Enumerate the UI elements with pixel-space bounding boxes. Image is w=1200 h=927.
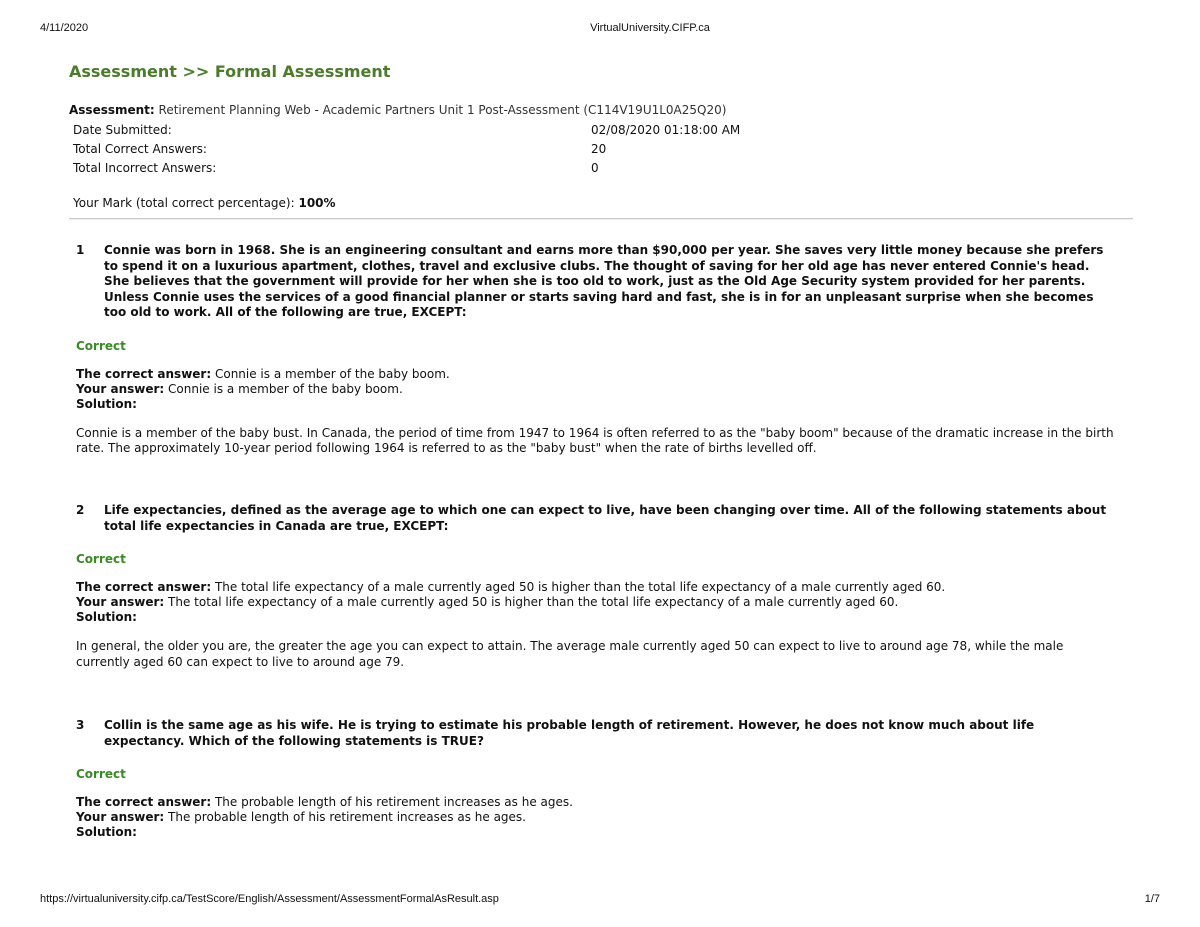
your-answer: The probable length of his retirement increases as he ages.: [168, 810, 526, 824]
question-text: Life expectancies, defined as the average age to which one can expect to live, have been changing over time. All of the following statements about total life expectancies in Canada are true, EXCEPT:: [104, 503, 1107, 533]
divider: [69, 218, 1133, 220]
your-answer-line: [76, 810, 1116, 825]
your-answer-label: Your answer:: [76, 381, 165, 396]
summary-value: 0: [591, 161, 599, 175]
mark-value: 100%: [298, 196, 336, 210]
question-text: Collin is the same age as his wife. He is trying to estimate his probable length of retirement. However, he does not know much about life expectancy. Which of the following statements is TRUE?: [104, 718, 1035, 748]
your-answer-line: [76, 595, 1116, 610]
status-correct: Correct: [76, 338, 126, 353]
your-answer-label: Your answer:: [76, 810, 165, 824]
print-site-title: VirtualUniversity.CIFP.ca: [590, 22, 710, 34]
correct-answer-label: The correct answer:: [76, 795, 212, 809]
solution-label-line: [76, 397, 1116, 412]
summary-label: Date Submitted:: [73, 123, 172, 137]
correct-answer-line: [76, 367, 1116, 382]
summary-row-date: [69, 121, 1133, 140]
assessment-summary: [69, 62, 1133, 220]
assessment-label: Assessment:: [69, 103, 155, 117]
answers-block: [76, 795, 1116, 840]
question-heading: [76, 243, 1116, 321]
summary-value: 02/08/2020 01:18:00 AM: [591, 123, 741, 137]
question-number: 2: [76, 503, 85, 517]
correct-answer-label: The correct answer:: [76, 366, 212, 381]
question-1: [76, 243, 1116, 457]
solution-label: Solution:: [76, 825, 137, 839]
correct-answer-label: The correct answer:: [76, 580, 212, 594]
page-url: https://virtualuniversity.cifp.ca/TestScore/English/Assessment/AssessmentFormalAsResult.asp: [40, 893, 499, 905]
summary-row-correct: [69, 140, 1133, 159]
correct-answer: The total life expectancy of a male currently aged 50 is higher than the total life expectancy of a male currently aged 60.: [214, 580, 946, 594]
your-answer-label: Your answer:: [76, 595, 165, 609]
question-heading: [76, 718, 1116, 749]
assessment-name: Retirement Planning Web - Academic Partners Unit 1 Post-Assessment (C114V19U1L0A25Q20): [158, 103, 727, 117]
status-correct: Correct: [76, 552, 126, 566]
page-number: 1/7: [1144, 893, 1160, 905]
assessment-name-line: [69, 103, 1133, 117]
status-correct: Correct: [76, 767, 126, 781]
summary-label: Total Correct Answers:: [73, 142, 207, 156]
solution-label: Solution:: [76, 396, 137, 411]
mark-line: [69, 196, 1133, 210]
answers-block: [76, 367, 1116, 412]
question-number: 1: [76, 243, 85, 257]
correct-answer: The probable length of his retirement increases as he ages.: [214, 795, 573, 809]
summary-row-incorrect: [69, 159, 1133, 178]
solution-text: In general, the older you are, the greater the age you can expect to attain. The average male currently aged 50 can expect to live to around age 78, while the male currently aged 60 can expect to live to around age 79.: [76, 639, 1064, 669]
your-answer-line: [76, 382, 1116, 397]
print-date: 4/11/2020: [40, 22, 89, 34]
solution-text: Connie is a member of the baby bust. In Canada, the period of time from 1947 to 1964 is often referred to as the "baby boom" because of the dramatic increase in the birth rate. The approximately 10-year period following 1964 is referred to as the "baby bust" when the rate of births levelled off.: [76, 425, 1114, 455]
correct-answer: Connie is a member of the baby boom.: [214, 366, 450, 381]
question-text: Connie was born in 1968. She is an engineering consultant and earns more than $90,000 per year. She saves very little money because she prefers to spend it on a luxurious apartment, clothes, travel and exclusive clubs. The thought of saving for her old age has never entered Connie's head. She believes that the government will provide for her when she is too old to work, just as the Old Age Security system provided for her parents. Unless Connie uses the services of a good financial planner or starts saving hard and fast, she is in for an unpleasant surprise when she becomes too old to work. All of the following are true, EXCEPT:: [104, 243, 1104, 319]
answers-block: [76, 580, 1116, 625]
solution-label-line: [76, 610, 1116, 625]
your-answer: Connie is a member of the baby boom.: [168, 381, 403, 396]
summary-label: Total Incorrect Answers:: [73, 161, 217, 175]
correct-answer-line: [76, 580, 1116, 595]
mark-label: Your Mark (total correct percentage):: [73, 196, 295, 210]
question-heading: [76, 503, 1116, 534]
summary-table: [69, 121, 1133, 178]
solution-label: Solution:: [76, 610, 137, 624]
page-title: Assessment >> Formal Assessment: [69, 62, 391, 81]
question-3: [76, 718, 1116, 840]
question-2: [76, 503, 1116, 670]
solution-label-line: [76, 825, 1116, 840]
summary-value: 20: [591, 142, 607, 156]
question-number: 3: [76, 718, 85, 732]
your-answer: The total life expectancy of a male currently aged 50 is higher than the total life expectancy of a male currently aged 60.: [168, 595, 899, 609]
correct-answer-line: [76, 795, 1116, 810]
